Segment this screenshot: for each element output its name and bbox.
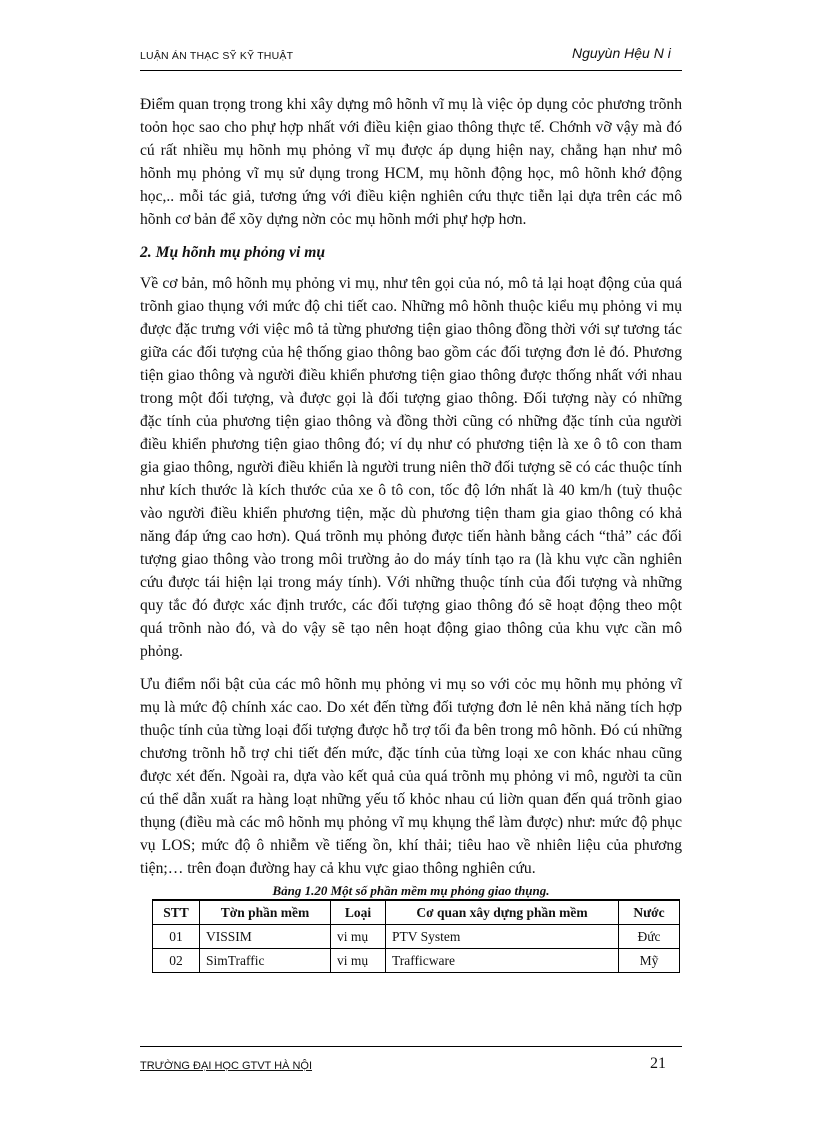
table-cell: Trafficware xyxy=(386,949,619,973)
header-cell: Tờn phần mềm xyxy=(200,900,331,925)
header-cell: STT xyxy=(153,900,200,925)
table-cell: 01 xyxy=(153,925,200,949)
header-cell: Loại xyxy=(331,900,386,925)
table-cell: VISSIM xyxy=(200,925,331,949)
header-title: LUẬN ÁN THẠC SỸ KỸ THUẬT xyxy=(140,50,294,62)
table-caption: Bảng 1.20 Một số phần mềm mụ phỏng giao thụng. xyxy=(272,883,550,898)
footer-rule xyxy=(140,1046,682,1047)
table-cell: vi mụ xyxy=(331,925,386,949)
table-cell: Đức xyxy=(619,925,680,949)
paragraph-1: Điểm quan trọng trong khi xây dựng mô hõnh vĩ mụ là việc ỏp dụng cỏc phương trõnh toỏn học sao cho phự hợp nhất với điều kiện giao thông thực tế. Chớnh vỡ vậy mà đó cú rất nhiều mụ hõnh mụ phỏng vĩ mụ được áp dụng hiện nay, chẳng hạn như mô hõnh mụ phỏng vĩ mụ sử dụng trong HCM, mụ hõnh động học, mô hõnh khớ động học,.. mỗi tác giả, tương ứng với điều kiện nghiên cứu thực tiễn lại dựa trên các mô hõnh cơ bản để xõy dựng nờn cỏc mụ hõnh mới phự hợp hơn. xyxy=(140,96,682,228)
page-content xyxy=(140,93,682,973)
footer-institution: TRƯỜNG ĐẠI HỌC GTVT HÀ NỘI xyxy=(140,1060,313,1072)
header-rule xyxy=(140,70,682,71)
table-cell: vi mụ xyxy=(331,949,386,973)
paragraph-2: Về cơ bản, mô hõnh mụ phỏng vi mụ, như tên gọi của nó, mô tả lại hoạt động của quá trõnh giao thụng với mức độ chi tiết cao. Những mô hõnh thuộc kiểu mụ phỏng vi mụ được đặc trưng với việc mô tả từng phương tiện giao thông đồng thời với sự tương tác giữa các đối tượng của hệ thống giao thông bao gồm các đối tượng đơn lẻ đó. Phương tiện giao thông và người điều khiển phương tiện giao thông được thống nhất với nhau trong một đối tượng, và được gọi là đối tượng giao thông. Đối tượng này có những đặc tính của phương tiện giao thông và đồng thời cũng có những đặc tính của người điều khiển phương tiện giao thông đó; ví dụ như có phương tiện là xe ô tô con tham gia giao thông, người điều khiển là người trung niên thỡ đối tượng sẽ có các thuộc tính như kích thước là kích thước của xe ô tô con, tốc độ lớn nhất là 40 km/h (tuỳ thuộc vào người điều khiển phương tiện, mặc dù phương tiện tham gia giao thông có khả năng đáp ứng cao hơn). Quá trõnh mụ phỏng được tiến hành bằng cách “thả” các đối tượng giao thông vào trong môi trường ảo do máy tính tạo ra (là khu vực cần nghiên cứu được tái hiện lại trong máy tính). Với những thuộc tính của đối tượng và những quy tắc đó được xác định trước, các đối tượng giao thông đó sẽ hoạt động theo một quá trõnh nào đó, và do vậy sẽ tạo nên hoạt động giao thông của khu vực cần mô phỏng. xyxy=(140,275,682,660)
table-cell: PTV System xyxy=(386,925,619,949)
paragraph-3: Ưu điểm nổi bật của các mô hõnh mụ phỏng vi mụ so với cỏc mụ hõnh mụ phỏng vĩ mụ là mức độ chính xác cao. Do xét đến từng đối tượng đơn lẻ nên khả năng tích hợp thuộc tính của từng loại đối tượng được hỗ trợ tối đa bên trong mô hõnh. Đó cú những chương trõnh hỗ trợ chi tiết đến mức, đặc tính của từng loại xe con khác nhau cũng được xét đến. Ngoài ra, dựa vào kết quả của quá trõnh mụ phỏng vi mô, người ta cũn cú thể dẫn xuất ra hàng loạt những yếu tố khỏc nhau cú liờn quan đến quá trõnh giao thụng (điều mà các mô hõnh mụ phỏng vĩ mụ khụng thể làm được) như: mức độ phục vụ LOS; mức độ ô nhiễm về tiếng ồn, khí thải; tiêu hao về nhiên liệu của phương tiện;… trên đoạn đường hay cả khu vực giao thông nghiên cứu. xyxy=(140,676,682,877)
page-number: 21 xyxy=(650,1055,666,1072)
header-author: Nguyùn Hệu N i xyxy=(572,45,671,61)
header-cell: Nước xyxy=(619,900,680,925)
section-heading: 2. Mụ hõnh mụ phỏng vi mụ xyxy=(140,244,326,261)
table-cell: 02 xyxy=(153,949,200,973)
table-header-row xyxy=(153,900,680,925)
software-table xyxy=(152,899,680,973)
table-row xyxy=(153,949,680,973)
table-cell: Mỹ xyxy=(619,949,680,973)
table-row xyxy=(153,925,680,949)
table-cell: SimTraffic xyxy=(200,949,331,973)
header-cell: Cơ quan xây dựng phần mềm xyxy=(386,900,619,925)
